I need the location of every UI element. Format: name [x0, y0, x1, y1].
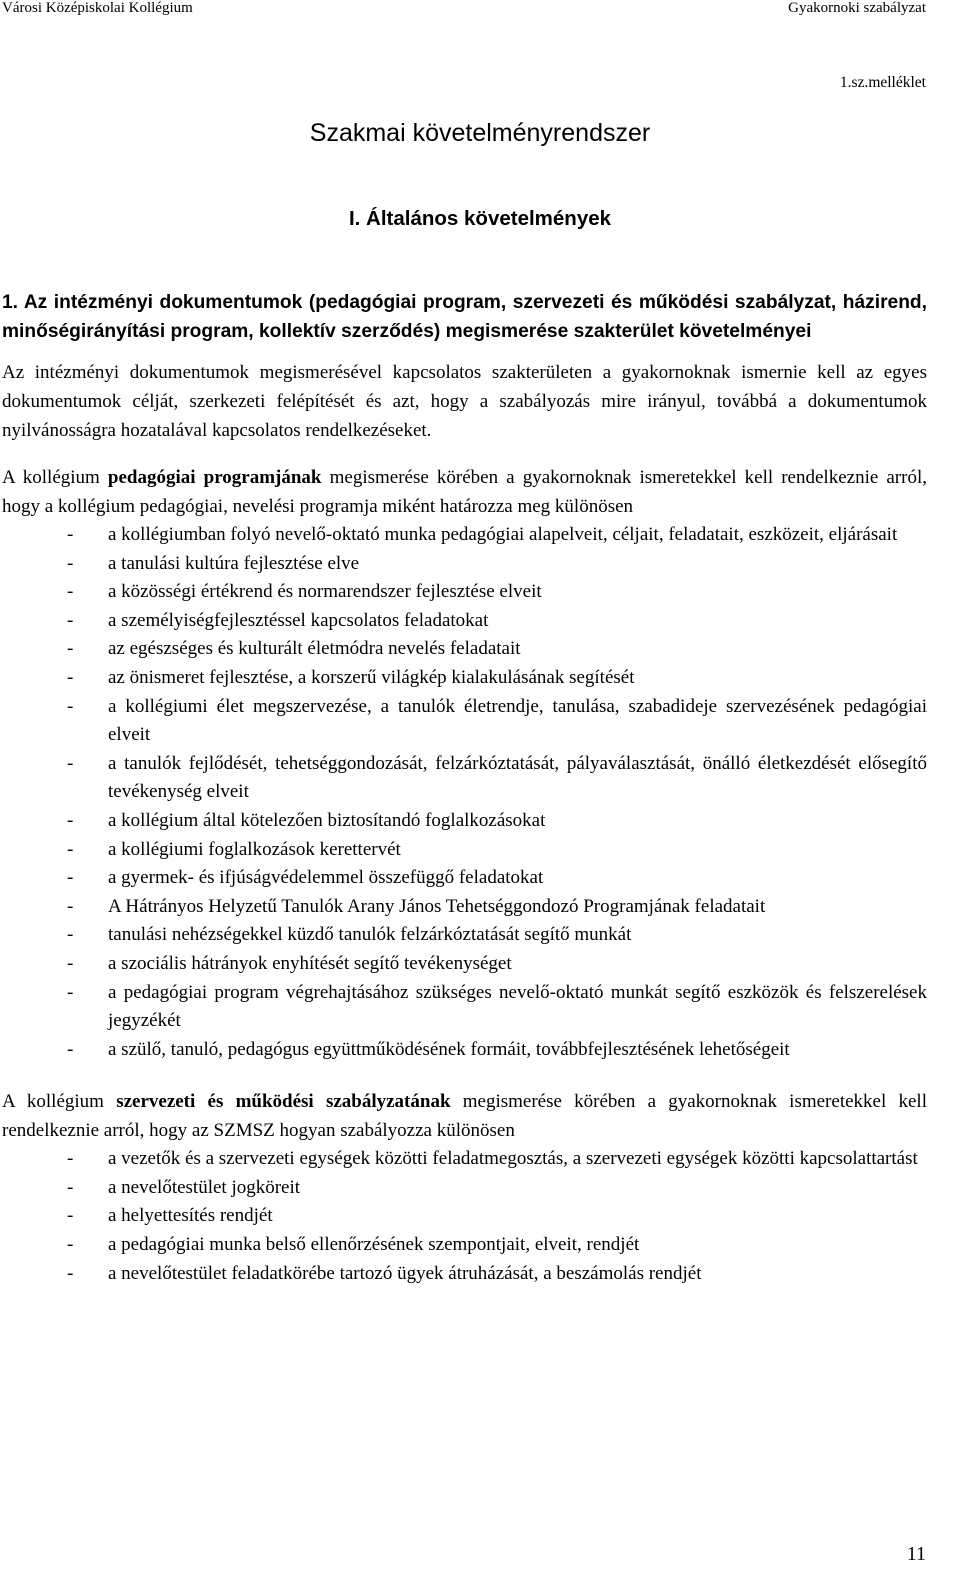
list-item-text: a nevelőtestület jogköreit: [108, 1176, 301, 1198]
list-item: [2, 950, 927, 979]
list-item-text: a kollégiumi élet megszervezése, a tanulók életrendje, tanulása, szabadideje szervezésének pedagógiai elveit: [108, 695, 927, 746]
intro-paragraph: Az intézményi dokumentumok megismerésével kapcsolatos szakterületen a gyakornoknak ismernie kell az egyes dokumentumok célját, szerkezeti felépítését és azt, hogy a szabályozás mire irányul, továbbá a dokumentumok nyilvánosságra hozatalával kapcsolatos rendelkezéseket.: [2, 362, 927, 441]
szmsz-paragraph: [2, 1087, 927, 1145]
list-item: [2, 635, 927, 664]
list-item: [2, 750, 927, 807]
list-item-text: a gyermek- és ifjúságvédelemmel összefüggő feladatokat: [108, 867, 544, 889]
list-item-text: tanulási nehézségekkel küzdő tanulók felzárkóztatását segítő munkát: [108, 924, 632, 946]
list-item: [2, 693, 927, 750]
dash-bullet-icon: -: [67, 695, 74, 717]
list-item-text: a pedagógiai munka belső ellenőrzésének szempontjait, elveit, rendjét: [108, 1234, 640, 1256]
dash-bullet-icon: -: [67, 666, 74, 688]
dash-bullet-icon: -: [67, 809, 74, 831]
dash-bullet-icon: -: [67, 1205, 74, 1227]
attachment-label: 1.sz.melléklet: [839, 74, 926, 91]
list-item-text: a vezetők és a szervezeti egységek közötti feladatmegosztás, a szervezeti egységek közötti kapcsolattartást: [108, 1148, 918, 1170]
szmsz-pre: A kollégium: [2, 1091, 117, 1113]
szmsz-post: megismerése körében a gyakornoknak ismeretekkel kell rendelkeznie arról, hogy az SZMSZ hogyan szabályozza különösen: [2, 1091, 927, 1142]
dash-bullet-icon: -: [67, 524, 74, 545]
list-item-text: A Hátrányos Helyzetű Tanulók Arany János Tehetséggondozó Programjának feladatait: [108, 895, 766, 917]
list-item-text: a kollégiumban folyó nevelő-oktató munka pedagógiai alapelveit, céljait, feladatait, eszközeit, eljárásait: [108, 524, 898, 545]
list-item: [2, 836, 927, 865]
dash-bullet-icon: -: [67, 952, 74, 974]
dash-bullet-icon: -: [67, 638, 74, 660]
page-header: [0, 0, 960, 22]
list-item: [2, 1174, 948, 1203]
dash-bullet-icon: -: [67, 752, 74, 774]
dash-bullet-icon: -: [67, 1038, 74, 1060]
list-item: [2, 607, 927, 636]
list-item-text: az önismeret fejlesztése, a korszerű világkép kialakulásának segítését: [108, 666, 635, 688]
ped-pre: A kollégium: [2, 467, 108, 488]
list-item-text: a tanulók fejlődését, tehetséggondozását, felzárkóztatását, pályaválasztását, önálló életkezdését elősegítő tevékenység elveit: [108, 752, 927, 803]
list-item-text: a tanulási kultúra fejlesztése elve: [108, 552, 360, 574]
list-item: [2, 1202, 948, 1231]
list-item: [2, 1036, 927, 1065]
header-document-title: Gyakornoki szabályzat: [788, 0, 926, 16]
list-item: [2, 921, 927, 950]
ped-bold-term: pedagógiai programjának: [107, 467, 322, 488]
list-item: [2, 664, 927, 693]
pedagogical-program-paragraph: [2, 463, 927, 521]
dash-bullet-icon: -: [67, 981, 74, 1003]
list-item-text: a szociális hátrányok enyhítését segítő tevékenységet: [108, 952, 512, 974]
dash-bullet-icon: -: [67, 1148, 74, 1170]
list-item-text: a kollégium által kötelezően biztosítandó foglalkozásokat: [108, 809, 546, 831]
item-heading: 1. Az intézményi dokumentumok (pedagógiai program, szervezeti és működési szabályzat, házirend, minőségirányítási program, kollektív szerződés) megismerése szakterület követelményei: [2, 292, 927, 342]
list-item: [2, 521, 927, 550]
document-body: [2, 288, 927, 1288]
dash-bullet-icon: -: [67, 1262, 74, 1284]
szmsz-list: [2, 1145, 927, 1288]
list-item-text: a személyiségfejlesztéssel kapcsolatos feladatokat: [108, 609, 489, 631]
ped-post: megismerése körében a gyakornoknak ismeretekkel kell rendelkeznie arról, hogy a kollégium pedagógiai, nevelési programja miként határozza meg különösen: [2, 467, 927, 517]
list-item: [2, 807, 927, 836]
dash-bullet-icon: -: [67, 838, 74, 860]
dash-bullet-icon: -: [67, 581, 74, 603]
dash-bullet-icon: -: [67, 867, 74, 889]
dash-bullet-icon: -: [67, 609, 74, 631]
list-item: [2, 578, 927, 607]
dash-bullet-icon: -: [67, 552, 74, 574]
pedagogical-program-list: [2, 521, 927, 1064]
section-title: I. Általános követelmények: [348, 207, 612, 230]
list-item: [2, 550, 927, 579]
dash-bullet-icon: -: [67, 1234, 74, 1256]
page-title: Szakmai követelményrendszer: [309, 119, 651, 147]
list-item-text: a kollégiumi foglalkozások kerettervét: [108, 838, 401, 860]
list-item: [2, 893, 927, 922]
list-item: [2, 864, 927, 893]
list-item: [2, 1231, 948, 1260]
list-item-text: a helyettesítés rendjét: [108, 1205, 273, 1227]
list-item-text: a közösségi értékrend és normarendszer fejlesztése elveit: [108, 581, 542, 603]
dash-bullet-icon: -: [67, 895, 74, 917]
list-item-text: a nevelőtestület feladatkörébe tartozó ügyek átruházását, a beszámolás rendjét: [108, 1262, 702, 1284]
list-item-text: az egészséges és kulturált életmódra nevelés feladatait: [108, 638, 521, 660]
header-institution: Városi Középiskolai Kollégium: [2, 0, 193, 16]
list-item-text: a szülő, tanuló, pedagógus együttműködésének formáit, továbbfejlesztésének lehetőségeit: [108, 1038, 790, 1060]
list-item: [2, 1260, 948, 1289]
list-item: [2, 979, 927, 1036]
page-number: 11: [906, 1543, 926, 1565]
dash-bullet-icon: -: [67, 1176, 74, 1198]
szmsz-bold-term: szervezeti és működési szabályzatának: [116, 1091, 451, 1113]
list-item-text: a pedagógiai program végrehajtásához szükséges nevelő-oktató munkát segítő eszközök és felszerelések jegyzékét: [108, 981, 927, 1032]
list-item: [2, 1145, 948, 1174]
dash-bullet-icon: -: [67, 924, 74, 946]
